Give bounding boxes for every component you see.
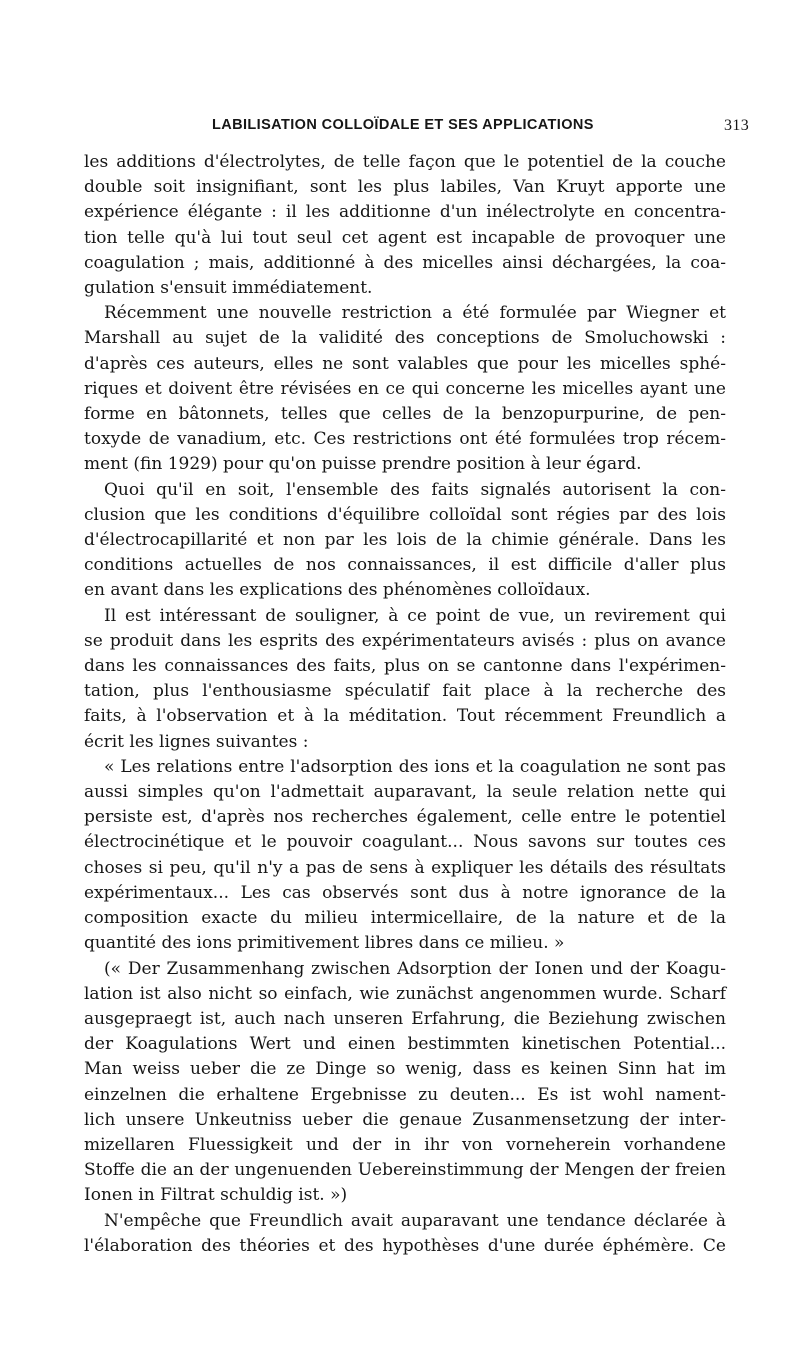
body-text <box>84 150 726 1259</box>
running-title: LABILISATION COLLOÏDALE ET SES APPLICATIONS <box>212 117 594 133</box>
text-line: se produit dans les esprits des expérimentateurs avisés : plus on avance <box>84 630 726 651</box>
text-line: conditions actuelles de nos connaissances, il est difficile d'aller plus <box>84 555 726 576</box>
text-line: lich unsere Unkeutniss ueber die genaue Zusanmensetzung der inter- <box>84 1109 726 1130</box>
text-line: persiste est, d'après nos recherches également, celle entre le potentiel <box>84 807 726 828</box>
text-line: tation, plus l'enthousiasme spéculatif fait place à la recherche des <box>84 681 726 702</box>
text-line: expérimentaux... Les cas observés sont dus à notre ignorance de la <box>84 882 726 903</box>
text-line: quantité des ions primitivement libres dans ce milieu. » <box>84 933 565 954</box>
paragraph-3 <box>84 478 726 604</box>
text-line: riques et doivent être révisées en ce qui concerne les micelles ayant une <box>84 378 726 399</box>
text-line: écrit les lignes suivantes : <box>84 731 309 752</box>
text-line: Stoffe die an der ungenuenden Uebereinstimmung der Mengen der freien <box>84 1160 726 1181</box>
text-line: expérience élégante : il les additionne d'un inélectrolyte en concentra- <box>84 202 726 223</box>
text-line: mizellaren Fluessigkeit und der in ihr von vorneherein vorhandene <box>84 1134 726 1155</box>
text-line: N'empêche que Freundlich avait auparavant une tendance déclarée à <box>104 1210 726 1231</box>
text-line: der Koagulations Wert und einen bestimmten kinetischen Potential... <box>84 1034 726 1055</box>
text-line: einzelnen die erhaltene Ergebnisse zu deuten... Es ist wohl nament- <box>84 1084 726 1105</box>
text-line: forme en bâtonnets, telles que celles de la benzopurpurine, de pen- <box>84 404 726 425</box>
text-line: choses si peu, qu'il n'y a pas de sens à expliquer les détails des résultats <box>84 857 726 878</box>
page-number: 313 <box>724 117 750 134</box>
text-line: clusion que les conditions d'équilibre colloïdal sont régies par des lois <box>84 504 726 525</box>
text-line: Ionen in Filtrat schuldig ist. ») <box>84 1185 348 1206</box>
quotation-french <box>84 755 726 957</box>
text-line: l'élaboration des théories et des hypothèses d'une durée éphémère. Ce <box>84 1235 726 1256</box>
quotation-german <box>84 957 726 1209</box>
text-line: composition exacte du milieu intermicellaire, de la nature et de la <box>84 908 726 929</box>
text-line: électrocinétique et le pouvoir coagulant... Nous savons sur toutes ces <box>84 832 726 853</box>
paragraph-final <box>84 1209 726 1259</box>
text-line: en avant dans les explications des phénomènes colloïdaux. <box>84 580 591 601</box>
paragraph-4 <box>84 604 726 755</box>
paragraph-1 <box>84 150 726 301</box>
text-line: gulation s'ensuit immédiatement. <box>84 278 373 299</box>
text-line: d'électrocapillarité et non par les lois de la chimie générale. Dans les <box>84 530 726 551</box>
text-line: coagulation ; mais, additionné à des micelles ainsi déchargées, la coa- <box>84 252 726 273</box>
text-line: aussi simples qu'on l'admettait auparavant, la seule relation nette qui <box>84 782 726 803</box>
text-line: dans les connaissances des faits, plus on se cantonne dans l'expérimen- <box>84 656 726 677</box>
text-line: Quoi qu'il en soit, l'ensemble des faits signalés autorisent la con- <box>104 479 726 500</box>
text-line: les additions d'électrolytes, de telle façon que le potentiel de la couche <box>84 152 726 172</box>
text-line: faits, à l'observation et à la méditation. Tout récemment Freundlich a <box>84 706 726 727</box>
text-line: Marshall au sujet de la validité des conceptions de Smoluchowski : <box>84 328 726 349</box>
text-line: Récemment une nouvelle restriction a été formulée par Wiegner et <box>104 303 726 324</box>
text-line: double soit insignifiant, sont les plus labiles, Van Kruyt apporte une <box>84 177 726 198</box>
text-line: ment (fin 1929) pour qu'on puisse prendre position à leur égard. <box>84 454 642 475</box>
text-line: tion telle qu'à lui tout seul cet agent est incapable de provoquer une <box>84 227 726 248</box>
text-line: lation ist also nicht so einfach, wie zunächst angenommen wurde. Scharf <box>84 983 726 1004</box>
running-header <box>0 117 800 139</box>
text-line: toxyde de vanadium, etc. Ces restrictions ont été formulées trop récem- <box>84 429 726 450</box>
paragraph-2 <box>84 301 726 477</box>
text-line: « Les relations entre l'adsorption des ions et la coagulation ne sont pas <box>104 756 726 777</box>
text-line: ausgepraegt ist, auch nach unseren Erfahrung, die Beziehung zwischen <box>84 1008 726 1029</box>
text-line: Il est intéressant de souligner, à ce point de vue, un revirement qui <box>104 605 726 626</box>
text-line: Man weiss ueber die ze Dinge so wenig, dass es keinen Sinn hat im <box>84 1059 726 1080</box>
text-line: d'après ces auteurs, elles ne sont valables que pour les micelles sphé- <box>84 353 726 374</box>
text-line: (« Der Zusammenhang zwischen Adsorption der Ionen und der Koagu- <box>104 958 726 979</box>
